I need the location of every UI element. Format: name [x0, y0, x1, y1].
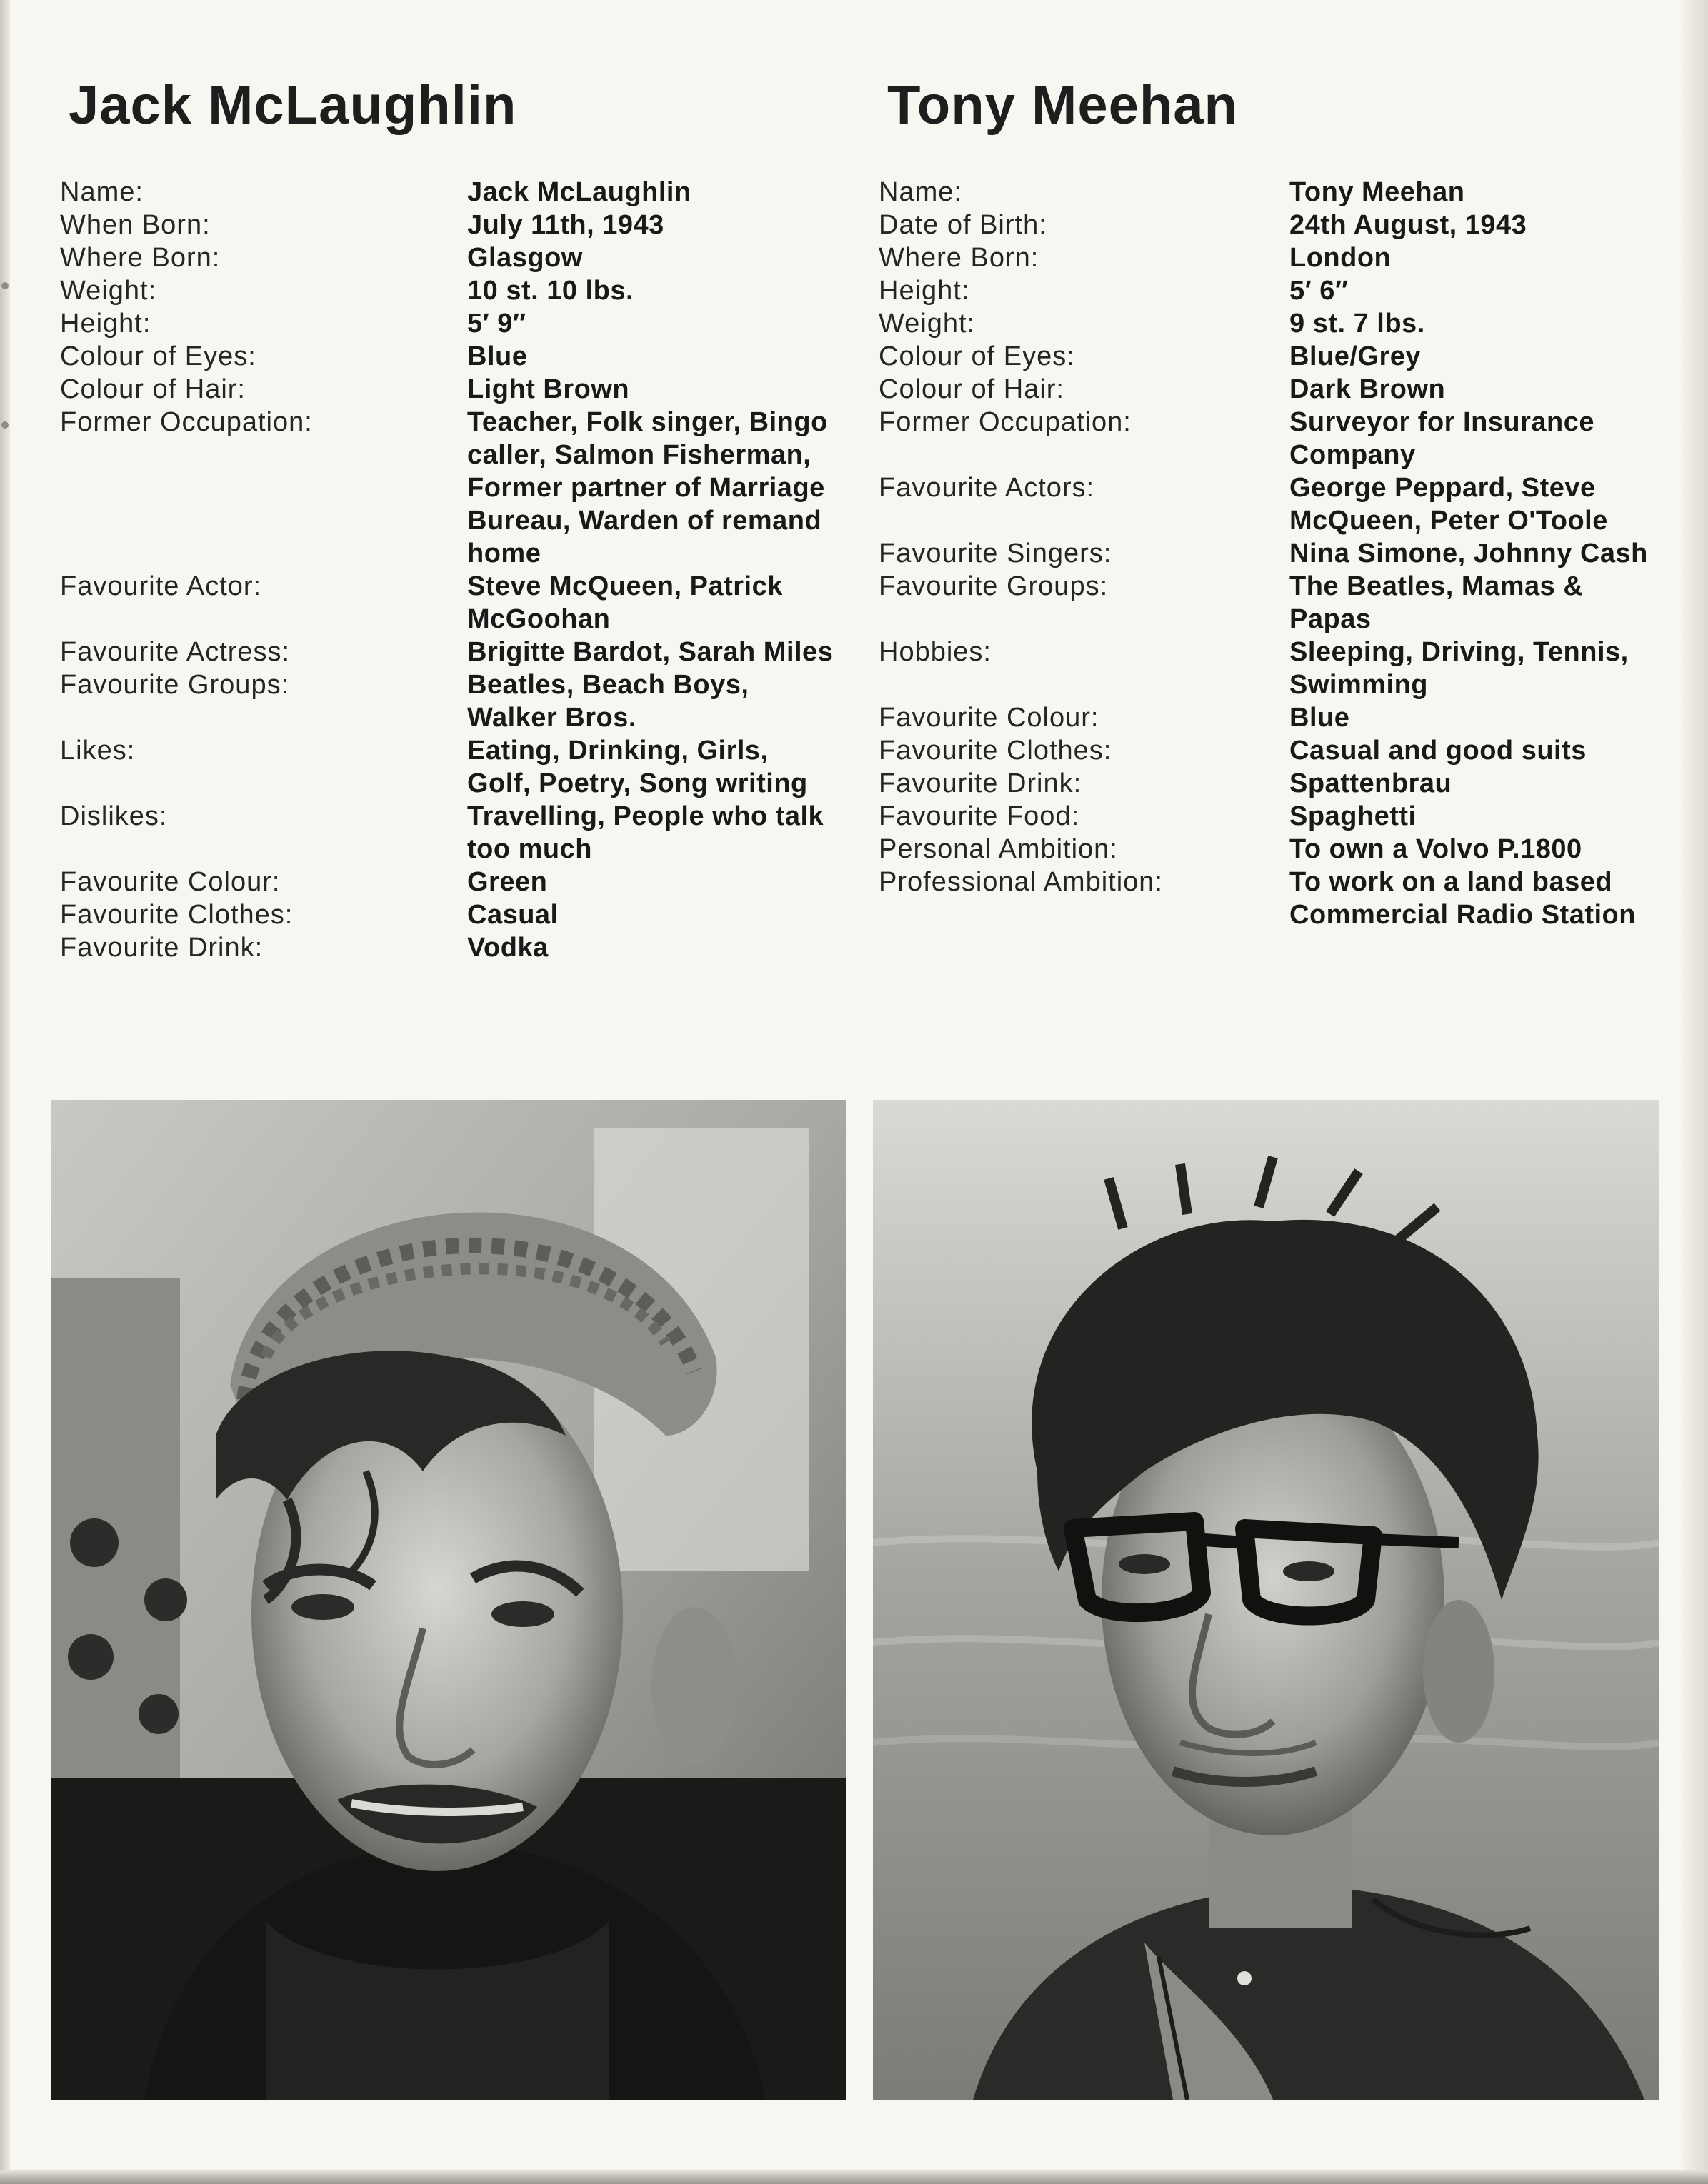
fact-value: 5′ 6″ — [1289, 276, 1349, 306]
fact-label: Date of Birth: — [879, 210, 1047, 240]
fact-label: Colour of Eyes: — [879, 341, 1075, 371]
profile-tony-meehan — [879, 75, 1664, 931]
fact-label: Likes: — [60, 736, 136, 766]
fact-label: Height: — [879, 276, 970, 306]
fact-label: Favourite Actor: — [60, 571, 262, 601]
fact-list — [60, 176, 846, 964]
fact-label: Hobbies: — [879, 637, 992, 667]
fact-value: Blue/Grey — [1289, 341, 1422, 371]
fact-value: Jack McLaughlin — [467, 177, 691, 207]
fact-label: Dislikes: — [60, 801, 168, 831]
fact-label: Favourite Colour: — [879, 703, 1099, 733]
fact-value: To own a Volvo P.1800 — [1289, 834, 1582, 864]
fact-label: Where Born: — [60, 243, 221, 273]
fact-list — [879, 176, 1664, 931]
fact-value: 5′ 9″ — [467, 309, 526, 339]
fact-value: Glasgow — [467, 243, 583, 273]
fact-value: Steve McQueen, Patrick McGoohan — [467, 571, 783, 634]
fact-value: Beatles, Beach Boys, Walker Bros. — [467, 670, 749, 733]
fact-value: Sleeping, Driving, Tennis, Swimming — [1289, 637, 1629, 700]
fact-value: London — [1289, 243, 1392, 273]
fact-value: Brigitte Bardot, Sarah Miles — [467, 637, 834, 667]
fact-label: Favourite Colour: — [60, 867, 281, 897]
fact-value: Surveyor for Insurance Company — [1289, 407, 1595, 470]
fact-label: Colour of Eyes: — [60, 341, 256, 371]
page-edge-bottom — [0, 2170, 1708, 2184]
fact-value: Green — [467, 867, 548, 897]
fact-value: Tony Meehan — [1289, 177, 1465, 207]
fact-value: 24th August, 1943 — [1289, 210, 1527, 240]
fact-label: Name: — [60, 177, 144, 207]
fact-value: July 11th, 1943 — [467, 210, 664, 240]
fact-label: Professional Ambition: — [879, 867, 1163, 897]
fact-value: Teacher, Folk singer, Bingo caller, Salmon Fisherman, Former partner of Marriage Bureau, Warden of remand home — [467, 407, 828, 568]
fact-value: 10 st. 10 lbs. — [467, 276, 634, 306]
fact-label: Former Occupation: — [879, 407, 1132, 437]
fact-label: Name: — [879, 177, 962, 207]
fact-label: Favourite Groups: — [60, 670, 290, 700]
fact-value: Blue — [1289, 703, 1350, 733]
fact-label: Personal Ambition: — [879, 834, 1118, 864]
fact-value: 9 st. 7 lbs. — [1289, 309, 1425, 339]
fact-label: Favourite Singers: — [879, 539, 1112, 568]
fact-value: Spattenbrau — [1289, 768, 1452, 798]
profile-heading: Jack McLaughlin — [69, 75, 517, 136]
fact-value: Vodka — [467, 933, 549, 963]
fact-value: Spaghetti — [1289, 801, 1417, 831]
fact-value: Casual — [467, 900, 559, 930]
fact-label: When Born: — [60, 210, 211, 240]
fact-label: Favourite Actress: — [60, 637, 291, 667]
fact-label: Former Occupation: — [60, 407, 313, 437]
fact-label: Height: — [60, 309, 151, 339]
fact-value: Travelling, People who talk too much — [467, 801, 824, 864]
photo-tony-meehan — [873, 1100, 1659, 2100]
binding-hole — [1, 282, 9, 289]
fact-label: Colour of Hair: — [879, 374, 1064, 404]
fact-value: Blue — [467, 341, 528, 371]
fact-value: Light Brown — [467, 374, 630, 404]
fact-value: To work on a land based Commercial Radio Station — [1289, 867, 1636, 930]
fact-value: Eating, Drinking, Girls, Golf, Poetry, Song writing — [467, 736, 808, 798]
fact-value: George Peppard, Steve McQueen, Peter O'Toole — [1289, 473, 1608, 536]
fact-value: Dark Brown — [1289, 374, 1446, 404]
fact-label: Colour of Hair: — [60, 374, 246, 404]
profile-jack-mclaughlin — [60, 75, 846, 964]
fact-label: Favourite Clothes: — [879, 736, 1112, 766]
page-edge-right — [1682, 0, 1708, 2184]
profile-heading: Tony Meehan — [887, 75, 1238, 136]
fact-label: Favourite Clothes: — [60, 900, 294, 930]
fact-label: Favourite Groups: — [879, 571, 1109, 601]
fact-value: Nina Simone, Johnny Cash — [1289, 539, 1648, 568]
fact-label: Favourite Food: — [879, 801, 1080, 831]
fact-label: Favourite Actors: — [879, 473, 1095, 503]
fact-label: Where Born: — [879, 243, 1039, 273]
fact-label: Favourite Drink: — [879, 768, 1082, 798]
binding-hole — [1, 421, 9, 429]
fact-label: Favourite Drink: — [60, 933, 264, 963]
fact-value: Casual and good suits — [1289, 736, 1587, 766]
photo-jack-mclaughlin — [51, 1100, 846, 2100]
page-edge-left — [0, 0, 10, 2184]
fact-value: The Beatles, Mamas & Papas — [1289, 571, 1584, 634]
fact-label: Weight: — [879, 309, 976, 339]
fact-label: Weight: — [60, 276, 157, 306]
